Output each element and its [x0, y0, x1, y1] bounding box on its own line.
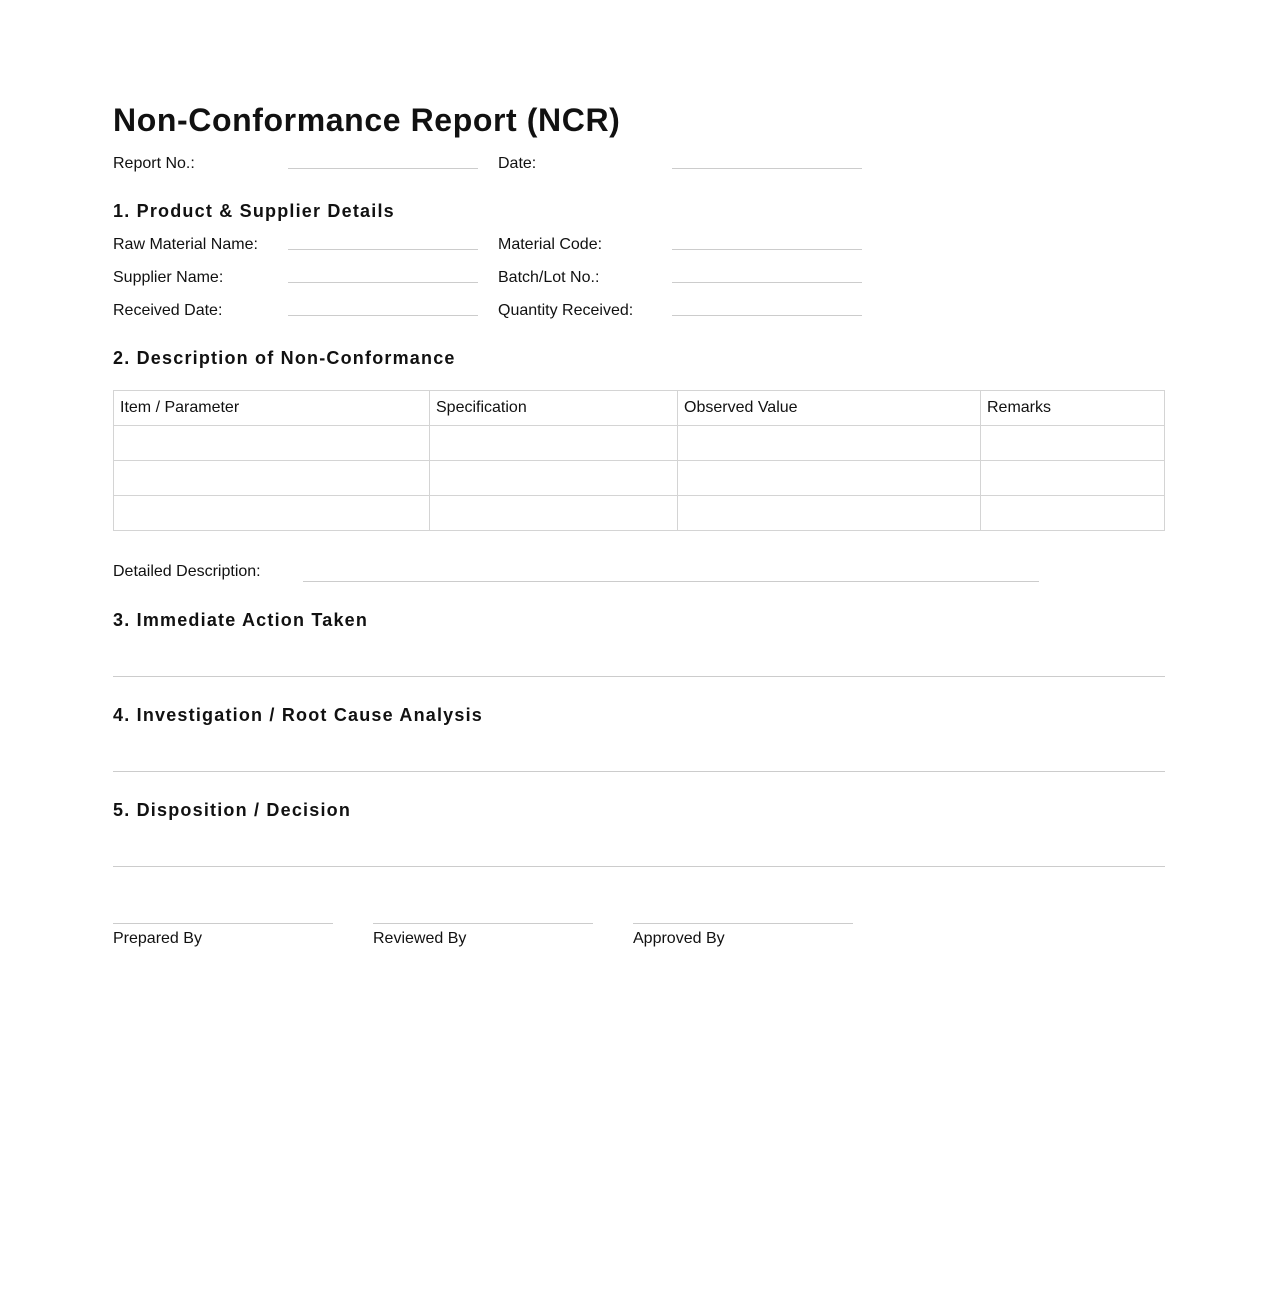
table-row: [114, 426, 1165, 461]
supplier-name-field[interactable]: [288, 282, 478, 283]
table-cell[interactable]: [678, 496, 981, 531]
detailed-description-field[interactable]: [303, 581, 1039, 582]
section-3-heading: 3. Immediate Action Taken: [113, 610, 369, 630]
approved-by-signature-line[interactable]: [633, 923, 853, 924]
table-cell[interactable]: [430, 426, 678, 461]
table-cell[interactable]: [430, 461, 678, 496]
prepared-by-label: Prepared By: [113, 930, 202, 947]
supplier-name-label: Supplier Name:: [113, 269, 224, 286]
detailed-description-label: Detailed Description:: [113, 563, 261, 580]
section-5-heading: 5. Disposition / Decision: [113, 800, 352, 820]
report-no-label: Report No.:: [113, 155, 195, 172]
raw-material-name-label: Raw Material Name:: [113, 236, 258, 253]
non-conformance-table: [113, 390, 1165, 531]
report-no-field[interactable]: [288, 168, 478, 169]
page-title: Non-Conformance Report (NCR): [113, 102, 621, 138]
table-row: [114, 461, 1165, 496]
table-row: [114, 496, 1165, 531]
table-cell[interactable]: [981, 426, 1165, 461]
reviewed-by-signature-line[interactable]: [373, 923, 593, 924]
section-2-heading: 2. Description of Non-Conformance: [113, 348, 456, 368]
table-cell[interactable]: [981, 496, 1165, 531]
received-date-field[interactable]: [288, 315, 478, 316]
column-header: Remarks: [981, 391, 1165, 426]
received-date-label: Received Date:: [113, 302, 223, 319]
date-field[interactable]: [672, 168, 862, 169]
prepared-by-signature-line[interactable]: [113, 923, 333, 924]
table-cell[interactable]: [981, 461, 1165, 496]
table-cell[interactable]: [114, 496, 430, 531]
date-label: Date:: [498, 155, 537, 172]
column-header: Observed Value: [678, 391, 981, 426]
root-cause-field[interactable]: [113, 771, 1165, 772]
batch-lot-label: Batch/Lot No.:: [498, 269, 600, 286]
table-cell[interactable]: [678, 426, 981, 461]
material-code-label: Material Code:: [498, 236, 603, 253]
batch-lot-field[interactable]: [672, 282, 862, 283]
table-cell[interactable]: [114, 461, 430, 496]
section-4-heading: 4. Investigation / Root Cause Analysis: [113, 705, 484, 725]
table-header-row: [114, 391, 1165, 426]
table-cell[interactable]: [430, 496, 678, 531]
quantity-received-label: Quantity Received:: [498, 302, 634, 319]
column-header: Specification: [430, 391, 678, 426]
immediate-action-field[interactable]: [113, 676, 1165, 677]
table-cell[interactable]: [114, 426, 430, 461]
disposition-field[interactable]: [113, 866, 1165, 867]
section-1-heading: 1. Product & Supplier Details: [113, 201, 395, 221]
approved-by-label: Approved By: [633, 930, 725, 947]
table-cell[interactable]: [678, 461, 981, 496]
material-code-field[interactable]: [672, 249, 862, 250]
reviewed-by-label: Reviewed By: [373, 930, 467, 947]
column-header: Item / Parameter: [114, 391, 430, 426]
quantity-received-field[interactable]: [672, 315, 862, 316]
raw-material-name-field[interactable]: [288, 249, 478, 250]
